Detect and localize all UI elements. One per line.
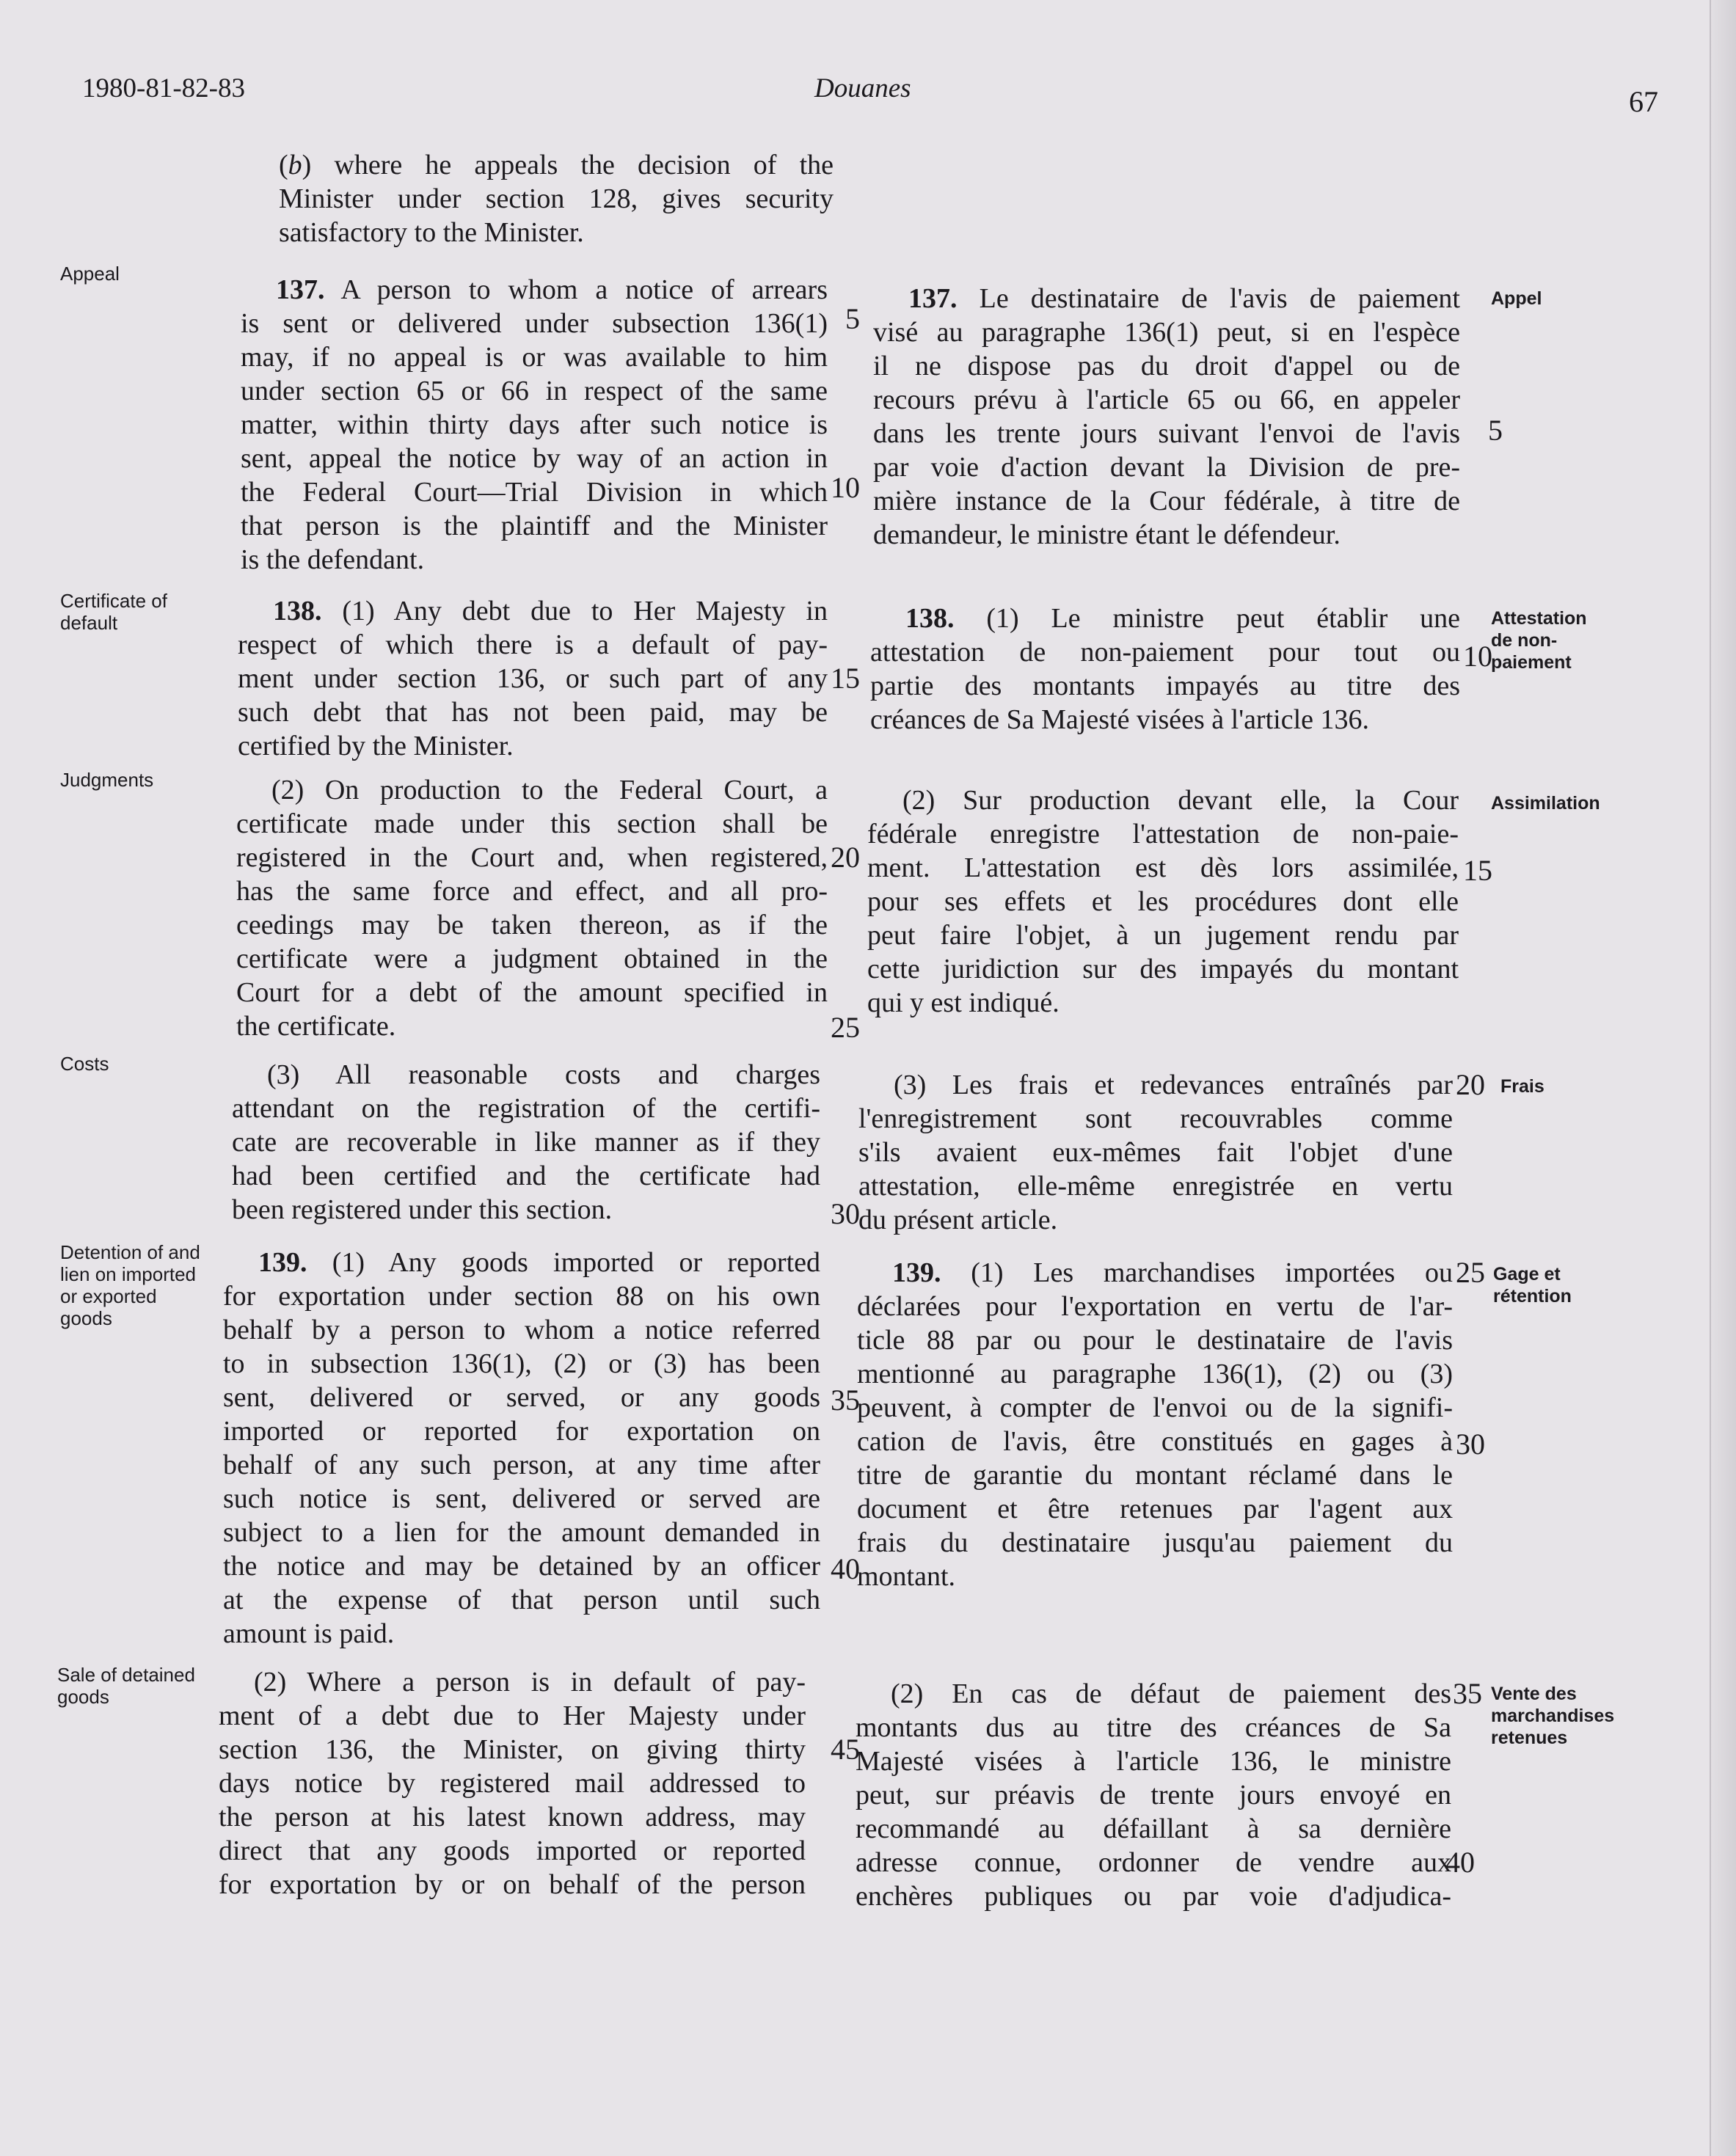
- text-line: (b) where he appeals the decision of the: [279, 150, 834, 180]
- en-section-138-2: [236, 773, 828, 1043]
- text-line: [870, 602, 1460, 635]
- text-line: recours prévu à l'article 65 ou 66, en appeler: [873, 384, 1460, 415]
- text-line: the certificate.: [236, 1011, 396, 1042]
- section-number: 139.: [258, 1247, 307, 1278]
- text-run: A person to whom a notice of arrears: [324, 274, 828, 305]
- text-line: cette juridiction sur des impayés du montant: [867, 954, 1459, 984]
- text-line: the Federal Court—Trial Division in which: [241, 477, 828, 508]
- line-number: 15: [831, 662, 860, 695]
- margin-note-sale: Sale of detained goods: [57, 1664, 195, 1708]
- section-number: 137.: [908, 283, 958, 314]
- text-line: had been certified and the certificate had: [232, 1161, 820, 1191]
- text-line: that person is the plaintiff and the Minister: [241, 511, 828, 541]
- text-line: mentionné au paragraphe 136(1), (2) ou (3): [857, 1359, 1453, 1389]
- margin-note-judgments: Judgments: [60, 769, 154, 791]
- text-line: visé au paragraphe 136(1) peut, si en l'espèce: [873, 317, 1460, 348]
- margin-note-certificate: Certificate of default: [60, 590, 167, 634]
- margin-note-attestation: Attestation de non-paiement: [1491, 608, 1587, 673]
- header-title: Douanes: [814, 73, 911, 103]
- text-line: cation de l'avis, être constitués en gages à: [857, 1426, 1453, 1457]
- text-line: subject to a lien for the amount demanded in: [223, 1517, 820, 1548]
- text-line: (2) En cas de défaut de paiement des: [891, 1678, 1451, 1709]
- text-line: fédérale enregistre l'attestation de non-paie-: [867, 819, 1459, 849]
- text-line: such debt that has not been paid, may be: [238, 697, 828, 728]
- text-line: (3) All reasonable costs and charges: [267, 1059, 820, 1090]
- text-line: under section 65 or 66 in respect of the same: [241, 376, 828, 406]
- text-line: mière instance de la Cour fédérale, à titre de: [873, 486, 1460, 516]
- text-line: behalf of any such person, at any time after: [223, 1450, 820, 1480]
- text-line: amount is paid.: [223, 1618, 395, 1649]
- text-line: demandeur, le ministre étant le défendeur.: [873, 519, 1341, 550]
- line-number: 35: [831, 1384, 860, 1417]
- line-number: 40: [1445, 1846, 1475, 1879]
- section-number: 138.: [273, 596, 322, 626]
- fr-section-139-2: [856, 1677, 1451, 1913]
- text-line: such notice is sent, delivered or served are: [223, 1483, 820, 1514]
- text-run: (1) Les marchandises importées ou: [941, 1257, 1453, 1288]
- fr-section-138-2: [867, 783, 1459, 1020]
- text-line: has the same force and effect, and all pro-: [236, 876, 828, 907]
- text-line: matter, within thirty days after such notice is: [241, 409, 828, 440]
- text-line: adresse connue, ordonner de vendre aux: [856, 1847, 1451, 1878]
- text-line: imported or reported for exportation on: [223, 1416, 820, 1447]
- text-line: at the expense of that person until such: [223, 1585, 820, 1615]
- text-line: titre de garantie du montant réclamé dans le: [857, 1460, 1453, 1491]
- margin-note-gage: Gage et rétention: [1493, 1264, 1572, 1307]
- text-line: certificate made under this section shall be: [236, 808, 828, 839]
- line-number: 10: [831, 471, 860, 504]
- text-line: Court for a debt of the amount specified in: [236, 977, 828, 1008]
- line-number: 15: [1463, 854, 1492, 887]
- header-years: 1980-81-82-83: [82, 73, 245, 103]
- text-line: du présent article.: [858, 1205, 1058, 1235]
- text-line: ment of a debt due to Her Majesty under: [219, 1700, 806, 1731]
- text-line: (3) Les frais et redevances entraînés par: [894, 1070, 1453, 1100]
- page-number: 67: [1629, 85, 1658, 118]
- text-line: days notice by registered mail addressed to: [219, 1768, 806, 1799]
- text-line: peut, sur préavis de trente jours envoyé en: [856, 1780, 1451, 1810]
- para-letter: b: [288, 150, 302, 180]
- text-line: the person at his latest known address, may: [219, 1802, 806, 1832]
- line-number: 25: [831, 1011, 860, 1044]
- fr-section-138-1: [870, 602, 1460, 737]
- margin-note-detention: Detention of and lien on imported or exported goods: [60, 1241, 200, 1329]
- text-line: enchères publiques ou par voie d'adjudica-: [856, 1881, 1451, 1912]
- fr-section-139-1: [857, 1256, 1453, 1593]
- fr-section-137: [873, 282, 1460, 552]
- text-line: dans les trente jours suivant l'envoi de l'avis: [873, 418, 1460, 449]
- section-number: 138.: [905, 603, 955, 634]
- text-line: sent, appeal the notice by way of an action in: [241, 443, 828, 474]
- section-number: 139.: [892, 1257, 941, 1288]
- text-line: certificate were a judgment obtained in the: [236, 943, 828, 974]
- text-line: Minister under section 128, gives security: [279, 183, 834, 214]
- line-number: 25: [1456, 1256, 1485, 1289]
- line-number: 40: [831, 1552, 860, 1585]
- line-number: 35: [1453, 1677, 1482, 1710]
- text-line: to in subsection 136(1), (2) or (3) has been: [223, 1348, 820, 1379]
- text-line: been registered under this section.: [232, 1194, 613, 1225]
- en-section-137: [241, 273, 828, 577]
- margin-note-appel: Appel: [1491, 288, 1542, 309]
- text-line: for exportation by or on behalf of the person: [219, 1869, 806, 1900]
- text-line: attestation, elle-même enregistrée en vertu: [858, 1171, 1453, 1202]
- en-section-139-1: [223, 1246, 820, 1651]
- text-line: peuvent, à compter de l'envoi ou de la signifi-: [857, 1392, 1453, 1423]
- text-line: the notice and may be detained by an officer: [223, 1551, 820, 1582]
- text-line: section 136, the Minister, on giving thirty: [219, 1734, 806, 1765]
- margin-note-assimilation: Assimilation: [1491, 793, 1600, 814]
- text-line: frais du destinataire jusqu'au paiement du: [857, 1527, 1453, 1558]
- margin-note-appeal: Appeal: [60, 263, 120, 285]
- text-line: may, if no appeal is or was available to him: [241, 342, 828, 373]
- text-line: satisfactory to the Minister.: [279, 217, 584, 248]
- text-line: créances de Sa Majesté visées à l'article 136.: [870, 704, 1369, 735]
- text-line: (2) Where a person is in default of pay-: [254, 1667, 806, 1698]
- text-line: il ne dispose pas du droit d'appel ou de: [873, 351, 1460, 381]
- text-line: attendant on the registration of the certifi-: [232, 1093, 820, 1124]
- line-number: 45: [831, 1733, 860, 1766]
- en-section-138-1: [238, 594, 828, 763]
- en-section-139-2: [219, 1665, 806, 1901]
- text-line: for exportation under section 88 on his own: [223, 1281, 820, 1312]
- text-line: direct that any goods imported or reported: [219, 1835, 806, 1866]
- text-run: (1) Any goods imported or reported: [307, 1247, 820, 1278]
- text-line: sent, delivered or served, or any goods: [223, 1382, 820, 1413]
- text-line: montants dus au titre des créances de Sa: [856, 1712, 1451, 1743]
- text-line: [241, 273, 828, 307]
- text-line: is sent or delivered under subsection 136(1): [241, 308, 828, 339]
- text-line: respect of which there is a default of pay-: [238, 629, 828, 660]
- text-line: [238, 594, 828, 628]
- text-run: Le destinataire de l'avis de paiement: [957, 283, 1460, 314]
- text-line: montant.: [857, 1561, 956, 1592]
- text-line: recommandé au défaillant à sa dernière: [856, 1813, 1451, 1844]
- text-line: s'ils avaient eux-mêmes fait l'objet d'une: [858, 1137, 1453, 1168]
- fr-section-138-3: [858, 1068, 1453, 1237]
- text-line: document et être retenues par l'agent aux: [857, 1494, 1453, 1524]
- line-number: 20: [1456, 1068, 1485, 1101]
- line-number: 30: [1456, 1428, 1485, 1461]
- page-edge: [1710, 0, 1736, 2156]
- text-line: attestation de non-paiement pour tout ou: [870, 637, 1460, 668]
- line-number: 20: [831, 841, 860, 874]
- text-line: certified by the Minister.: [238, 731, 514, 761]
- en-section-138-3: [232, 1058, 820, 1227]
- section-number: 137.: [276, 274, 325, 305]
- text-line: [223, 1246, 820, 1279]
- text-line: peut faire l'objet, à un jugement rendu par: [867, 920, 1459, 951]
- text-line: déclarées pour l'exportation en vertu de l'ar-: [857, 1291, 1453, 1322]
- en-para-b: [279, 148, 834, 249]
- text-line: partie des montants impayés au titre des: [870, 670, 1460, 701]
- text-line: ment under section 136, or such part of any: [238, 663, 828, 694]
- text-line: par voie d'action devant la Division de pre-: [873, 452, 1460, 483]
- text-line: qui y est indiqué.: [867, 987, 1060, 1018]
- text-line: ment. L'attestation est dès lors assimilée,: [867, 852, 1459, 883]
- text-run: (1) Le ministre peut établir une: [954, 603, 1460, 634]
- text-line: ceedings may be taken thereon, as if the: [236, 910, 828, 940]
- text-line: registered in the Court and, when registered,: [236, 842, 828, 873]
- text-line: is the defendant.: [241, 544, 425, 575]
- line-number: 10: [1463, 640, 1492, 673]
- text-line: cate are recoverable in like manner as if they: [232, 1127, 820, 1158]
- text-line: Majesté visées à l'article 136, le ministre: [856, 1746, 1451, 1777]
- line-number: 30: [831, 1197, 860, 1230]
- line-number: 5: [845, 302, 860, 335]
- text-line: l'enregistrement sont recouvrables comme: [858, 1103, 1453, 1134]
- margin-note-costs: Costs: [60, 1053, 109, 1075]
- text-run: (1) Any debt due to Her Majesty in: [321, 596, 828, 626]
- text-line: [873, 282, 1460, 315]
- text-line: (2) On production to the Federal Court, a: [271, 775, 828, 805]
- line-number: 5: [1488, 414, 1503, 447]
- text-line: (2) Sur production devant elle, la Cour: [902, 785, 1459, 816]
- text-line: behalf by a person to whom a notice referred: [223, 1315, 820, 1345]
- text-line: ticle 88 par ou pour le destinataire de l'avis: [857, 1325, 1453, 1356]
- text-line: pour ses effets et les procédures dont elle: [867, 886, 1459, 917]
- margin-note-vente: Vente des marchandises retenues: [1491, 1684, 1615, 1748]
- margin-note-frais: Frais: [1500, 1076, 1544, 1097]
- text-line: [857, 1256, 1453, 1290]
